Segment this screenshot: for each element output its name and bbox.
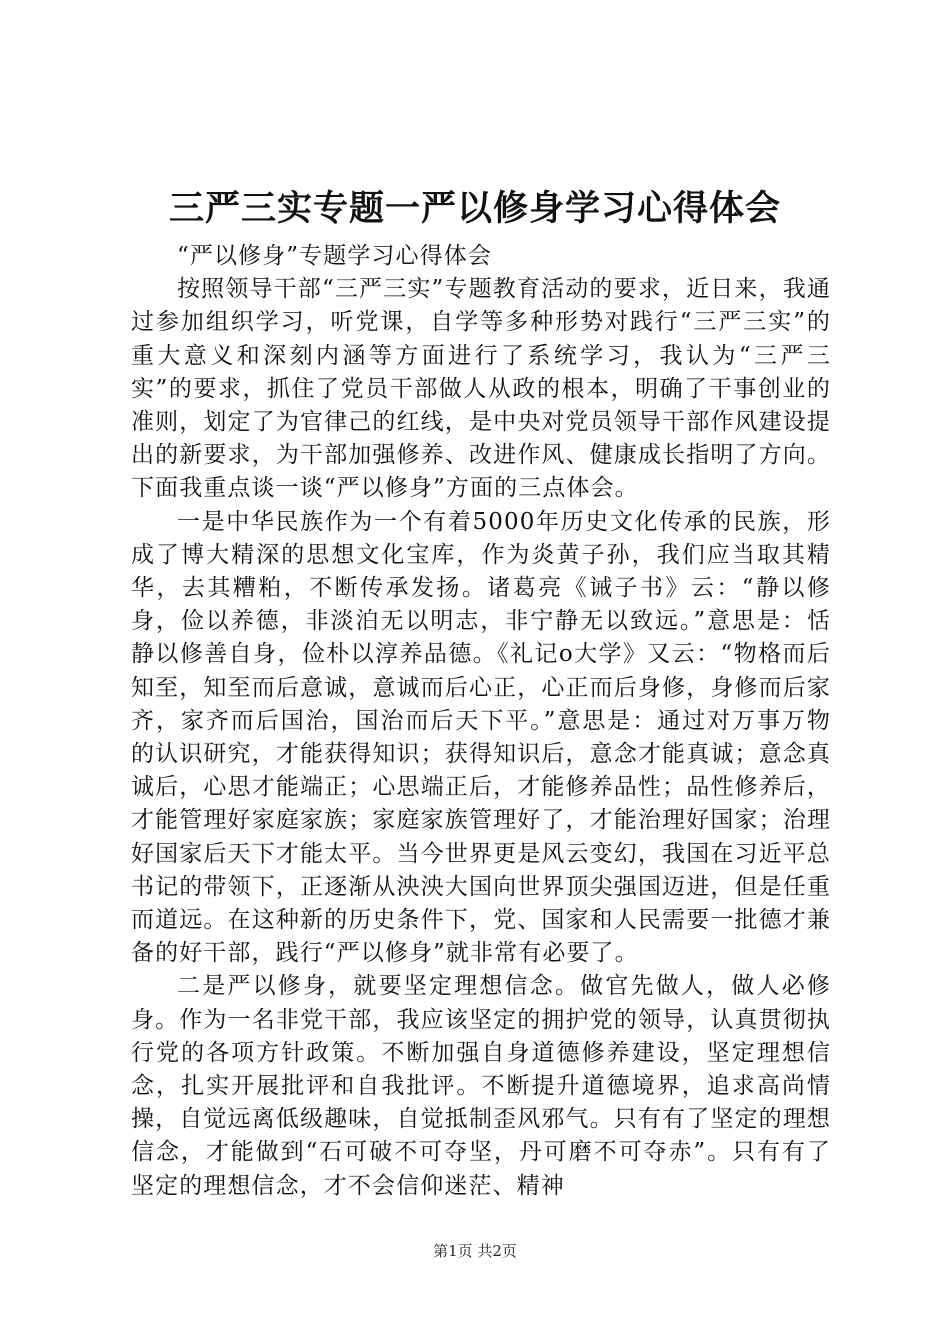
subtitle-paragraph: “严以修身”专题学习心得体会 [177, 243, 492, 269]
body-paragraph: 二是严以修身，就要坚定理想信念。做官先做人，做人必修身。作为一名非党干部，我应该坚定的拥护党的领导，认真贯彻执行党的各项方针政策。不断加强自身道德修养建设，坚定理想信念，扎实开展批评和自我批评。不断提升道德境界，追求高尚情操，自觉远离低级趣味，自觉抵制歪风邪气。只有有了坚定的理想信念，才能做到“石可破不可夺坚，丹可磨不可夺赤”。只有有了坚定的理想信念，才不会信仰迷茫、精神 [131, 973, 831, 1199]
document-body [131, 240, 831, 1203]
page-footer: 第1页 共2页 [433, 1242, 517, 1260]
body-paragraph: 一是中华民族作为一个有着5000年历史文化传承的民族，形成了博大精深的思想文化宝库，作为炎黄子孙，我们应当取其精华，去其糟粕，不断传承发扬。诸葛亮《诫子书》云：“静以修身，俭以养德，非淡泊无以明志，非宁静无以致远。”意思是：恬静以修善自身，俭朴以淳养品德。《礼记ο大学》又云：“物格而后知至，知至而后意诚，意诚而后心正，心正而后身修，身修而后家齐，家齐而后国治，国治而后天下平。”意思是：通过对万事万物的认识研究，才能获得知识；获得知识后，意念才能真诚；意念真诚后，心思才能端正；心思端正后，才能修养品性；品性修养后，才能管理好家庭家族；家庭家族管理好了，才能治理好国家；治理好国家后天下才能太平。当今世界更是风云变幻，我国在习近平总书记的带领下，正逐渐从泱泱大国向世界顶尖强国迈进，但是任重而道远。在这种新的历史条件下，党、国家和人民需要一批德才兼备的好干部，践行“严以修身”就非常有必要了。 [131, 508, 831, 967]
document-title: 三严三实专题一严以修身学习心得体会 [168, 189, 781, 229]
body-paragraph: 按照领导干部“三严三实”专题教育活动的要求，近日来，我通过参加组织学习，听党课，自学等多种形势对践行“三严三实”的重大意义和深刻内涵等方面进行了系统学习，我认为“三严三实”的要求，抓住了党员干部做人从政的根本，明确了干事创业的准则，划定了为官律己的红线，是中央对党员领导干部作风建设提出的新要求，为干部加强修养、改进作风、健康成长指明了方向。下面我重点谈一谈“严以修身”方面的三点体会。 [131, 276, 831, 502]
